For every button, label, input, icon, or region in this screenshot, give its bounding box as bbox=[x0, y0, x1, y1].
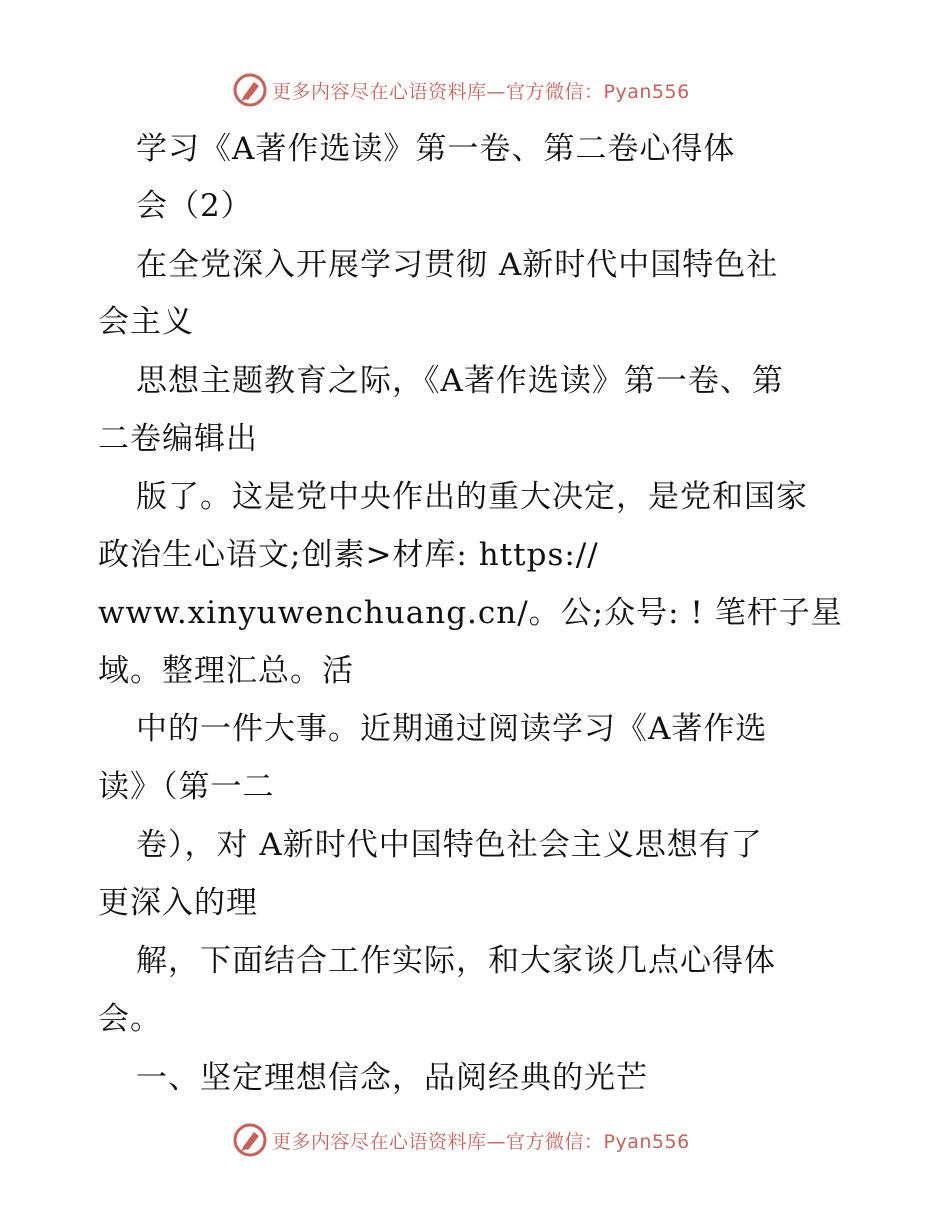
body-line: 二卷编辑出 bbox=[98, 421, 258, 457]
body-line: 读》（第一二 bbox=[98, 769, 275, 805]
body-line: www.xinyuwenchuang.cn/。公;众号: ! 笔杆子星 bbox=[98, 595, 843, 631]
body-line: 更深入的理 bbox=[98, 885, 258, 921]
body-line: 在全党深入开展学习贯彻 A新时代中国特色社 bbox=[136, 247, 779, 283]
footer-banner bbox=[232, 1122, 690, 1158]
pen-logo-icon bbox=[232, 1122, 268, 1158]
body-line: 会主义 bbox=[98, 304, 194, 340]
document-title-line-2: 会（2） bbox=[136, 188, 253, 224]
footer-banner-text: 更多内容尽在心语资料库—官方微信：Pyan556 bbox=[272, 1130, 690, 1153]
header-banner-text: 更多内容尽在心语资料库—官方微信：Pyan556 bbox=[272, 80, 690, 103]
body-line: 中的一件大事。近期通过阅读学习《A著作选 bbox=[136, 711, 768, 747]
body-line: 域。整理汇总。活 bbox=[98, 653, 354, 689]
section-heading: 一、坚定理想信念，品阅经典的光芒 bbox=[136, 1060, 648, 1096]
body-line: 思想主题教育之际，《A著作选读》第一卷、第 bbox=[136, 363, 784, 399]
body-line: 版了。这是党中央作出的重大决定，是党和国家 bbox=[136, 479, 808, 515]
body-line: 卷），对 A新时代中国特色社会主义思想有了 bbox=[136, 827, 763, 863]
body-line: 解，下面结合工作实际，和大家谈几点心得体 bbox=[136, 943, 776, 979]
document-title-line-1: 学习《A著作选读》第一卷、第二卷心得体 bbox=[136, 131, 736, 167]
body-line: 政治生心语文;创素>材库: https:// bbox=[98, 537, 599, 573]
pen-logo-icon bbox=[232, 72, 268, 108]
body-line: 会。 bbox=[98, 1001, 162, 1037]
header-banner bbox=[232, 72, 690, 108]
